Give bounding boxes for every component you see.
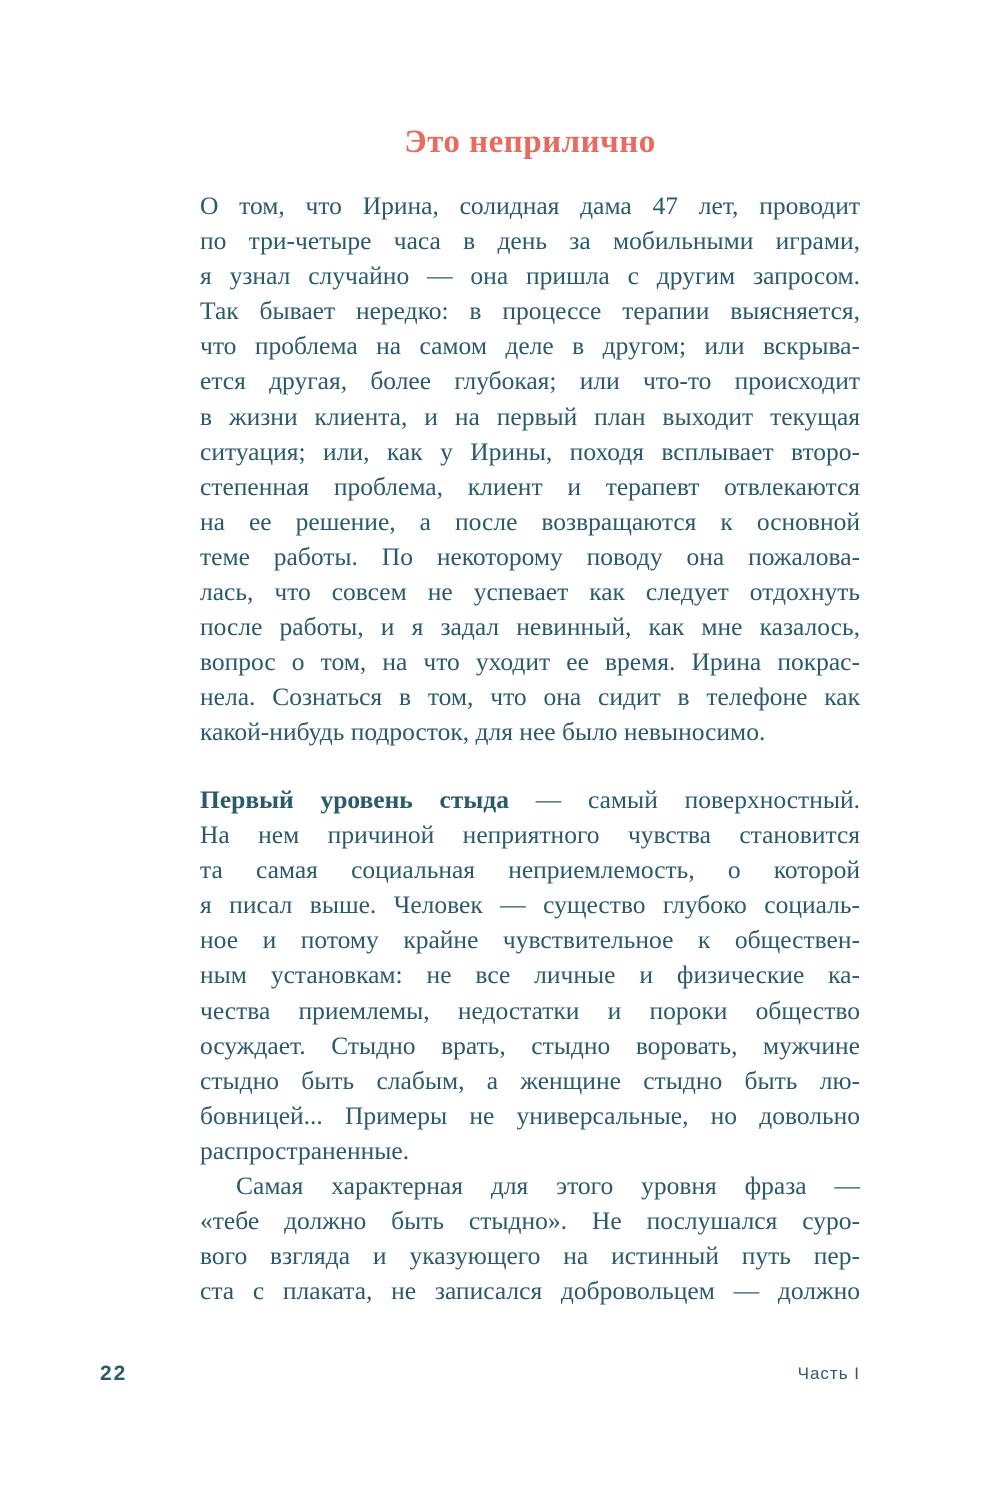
text-line: после работы, и я задал невинный, как мне казалось, <box>200 612 860 642</box>
text-line: в жизни клиента, и на первый план выходит текущая <box>200 401 860 431</box>
text-line: На нем причиной неприятного чувства становится <box>200 820 860 850</box>
text-line: стыдно быть слабым, а женщине стыдно быть лю- <box>200 1065 860 1095</box>
text-line-lead <box>200 782 860 817</box>
text-line: по три-четыре часа в день за мобильными играми, <box>200 226 860 256</box>
text-line: я узнал случайно — она пришла с другим запросом. <box>200 261 860 291</box>
text-line: та самая социальная неприемлемость, о которой <box>200 855 860 885</box>
text-line: нела. Сознаться в том, что она сидит в телефоне как <box>200 682 860 712</box>
text-line: я писал выше. Человек — существо глубоко социаль- <box>200 890 860 920</box>
lead-line-rest: — самый поверхностный. <box>508 785 860 814</box>
text-line: вопрос о том, на что уходит ее время. Ирина покрас- <box>200 647 860 677</box>
paragraph-phrase <box>200 1168 860 1308</box>
text-line: «тебе должно быть стыдно». Не послушался суро- <box>200 1206 860 1236</box>
text-line: какой-нибудь подросток, для нее было невыносимо. <box>200 717 766 747</box>
lead-term: Первый уровень стыда <box>200 785 509 814</box>
text-line: ется другая, более глубокая; или что-то происходит <box>200 366 860 396</box>
paragraph-intro <box>200 188 860 750</box>
page-number: 22 <box>100 1362 128 1385</box>
page-title: Это неприлично <box>404 124 656 160</box>
text-line: ное и потому крайне чувствительное к обществен- <box>200 925 860 955</box>
text-line: вого взгляда и указующего на истинный путь пер- <box>200 1241 860 1271</box>
text-line: О том, что Ирина, солидная дама 47 лет, проводит <box>200 191 860 220</box>
text-line: теме работы. По некоторому поводу она пожалова- <box>200 541 860 571</box>
text-line: осуждает. Стыдно врать, стыдно воровать, мужчине <box>200 1030 860 1060</box>
text-line: что проблема на самом деле в другом; или вскрыва- <box>200 331 860 361</box>
running-footer-section: Часть I <box>797 1364 860 1383</box>
text-line: Так бывает нередко: в процессе терапии выясняется, <box>200 296 860 326</box>
text-line: ситуация; или, как у Ирины, походя всплывает второ- <box>200 436 860 466</box>
text-line: лась, что совсем не успевает как следует отдохнуть <box>200 577 860 607</box>
text-line: ста с плаката, не записался добровольцем — должно <box>200 1276 860 1306</box>
text-line: ным установкам: не все личные и физические ка- <box>200 960 860 990</box>
paragraph-first-level <box>200 782 860 1168</box>
text-line: бовницей... Примеры не универсальные, но довольно <box>200 1100 860 1130</box>
text-line: чества приемлемы, недостатки и пороки общество <box>200 995 860 1025</box>
text-line: на ее решение, а после возвращаются к основной <box>200 506 860 536</box>
text-line: распространенные. <box>200 1135 410 1165</box>
text-line: Самая характерная для этого уровня фраза — <box>236 1171 860 1200</box>
text-line: степенная проблема, клиент и терапевт отвлекаются <box>200 471 860 501</box>
